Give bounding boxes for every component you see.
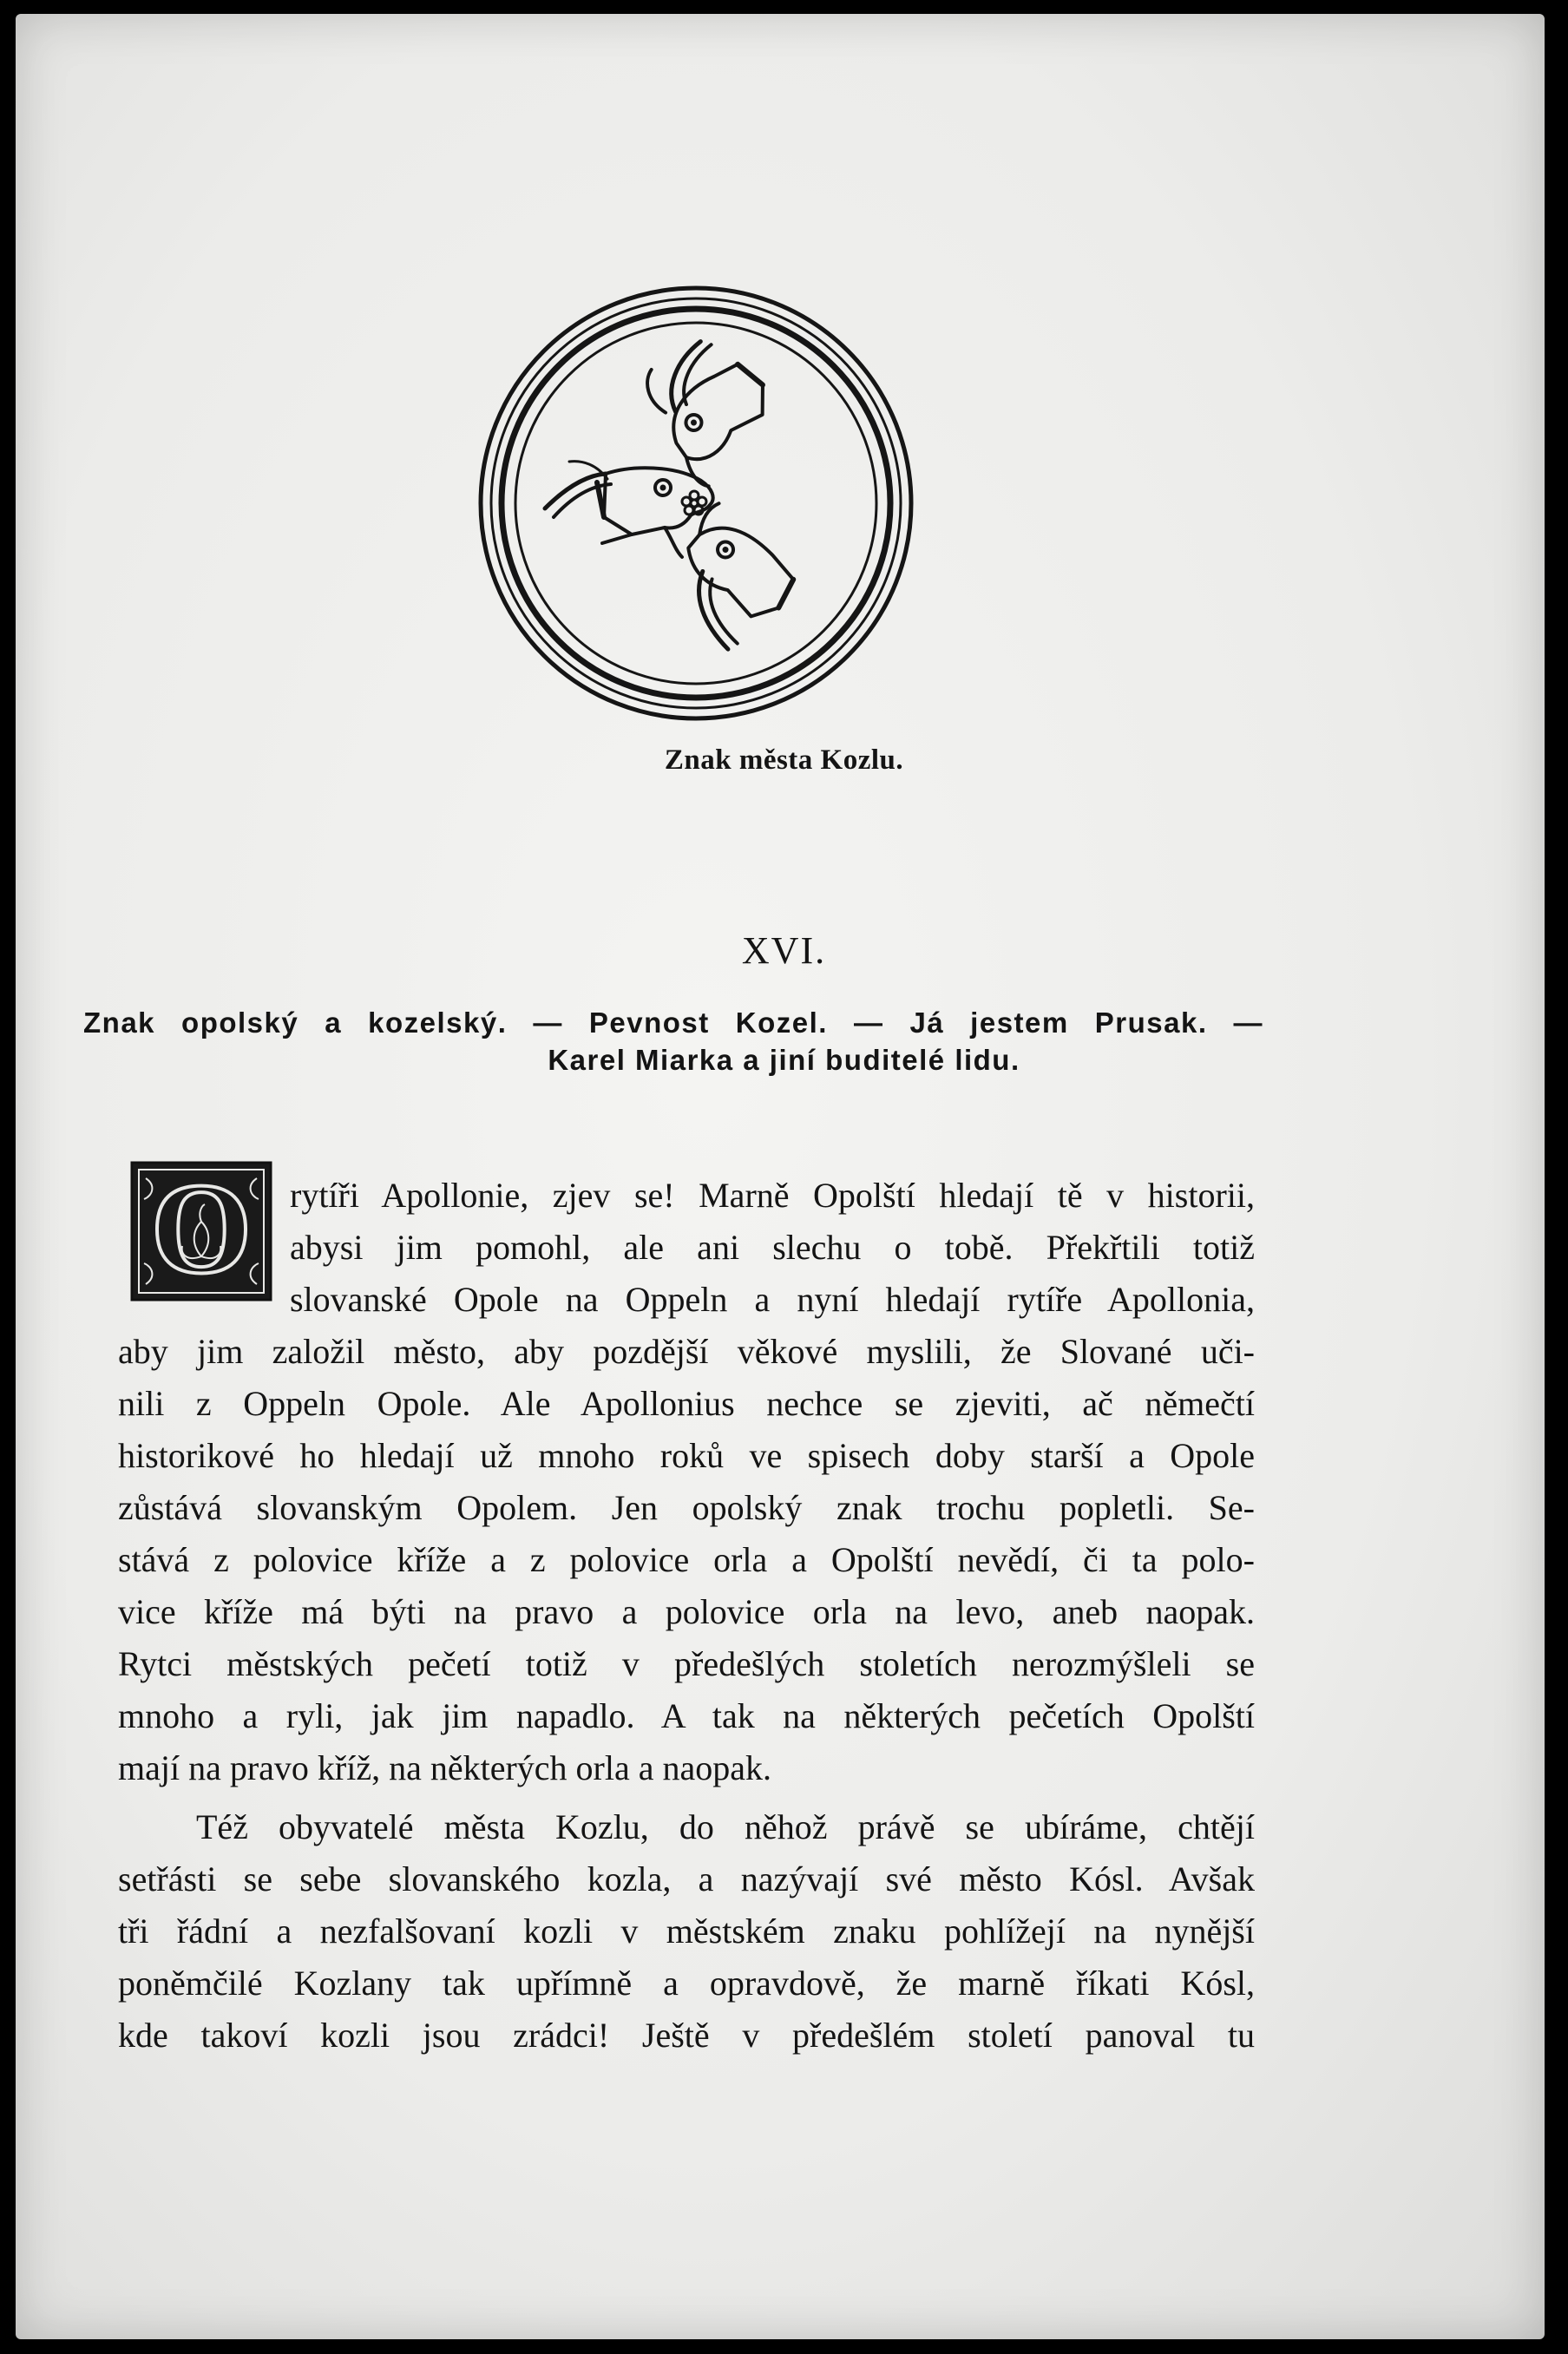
body-text-line: abysi jim pomohl, ale ani slechu o tobě. Překřtili totiž (290, 1228, 1255, 1267)
body-text-line: Též obyvatelé města Kozlu, do něhož právě se ubíráme, chtějí (196, 1807, 1255, 1846)
body-text-line: slovanské Opole na Oppeln a nyní hledají rytíře Apollonia, (290, 1280, 1255, 1319)
drop-cap-ornament (130, 1161, 272, 1302)
body-text-line: vice kříže má býti na pravo a polovice orla na levo, aneb naopak. (118, 1592, 1255, 1631)
figure-caption: Znak města Kozlu. (664, 744, 904, 776)
body-text-line: poněmčilé Kozlany tak upřímně a opravdově, že marně říkati Kósl, (118, 1964, 1255, 2003)
body-text-line: kde takoví kozli jsou zrádci! Ještě v předešlém století panoval tu (118, 2016, 1255, 2055)
body-text-line: historikové ho hledají už mnoho roků ve spisech doby starší a Opole (118, 1436, 1255, 1475)
drop-cap-letter: O (150, 1161, 253, 1301)
body-text-line: stává z polovice kříže a z polovice orla a Opolští nevědí, či ta polo- (118, 1540, 1255, 1579)
body-text-line: mají na pravo kříž, na některých orla a naopak. (118, 1748, 772, 1787)
body-text-line: zůstává slovanským Opolem. Jen opolský znak trochu popletli. Se- (118, 1488, 1255, 1527)
body-text-line: Rytci městských pečetí totiž v předešlých stoletích nerozmýšleli se (118, 1644, 1255, 1683)
body-text-line: setřásti se sebe slovanského kozla, a nazývají své město Kósl. Avšak (118, 1859, 1255, 1898)
body-text-line: mnoho a ryli, jak jim napadlo. A tak na některých pečetích Opolští (118, 1696, 1255, 1735)
chapter-subtitle-line: Znak opolský a kozelský. — Pevnost Kozel. — Já jestem Prusak. — (83, 1007, 1263, 1039)
town-coat-of-arms (476, 283, 916, 724)
chapter-subtitle-line: Karel Miarka a jiní buditelé lidu. (548, 1044, 1020, 1076)
body-text-line: nili z Oppeln Opole. Ale Apollonius nechce se zjeviti, ač němečtí (118, 1384, 1255, 1423)
body-text-line: rytíři Apollonie, zjev se! Marně Opolští hledají tě v historii, (290, 1176, 1255, 1215)
body-text-line: aby jim založil město, aby pozdější věkové myslili, že Slované uči- (118, 1332, 1255, 1371)
chapter-number: XVI. (741, 929, 827, 972)
three-goat-heads-coat-of-arms-icon (481, 288, 911, 718)
body-text-line: tři řádní a nezfalšovaní kozli v městském znaku pohlížejí na nynější (118, 1911, 1255, 1951)
